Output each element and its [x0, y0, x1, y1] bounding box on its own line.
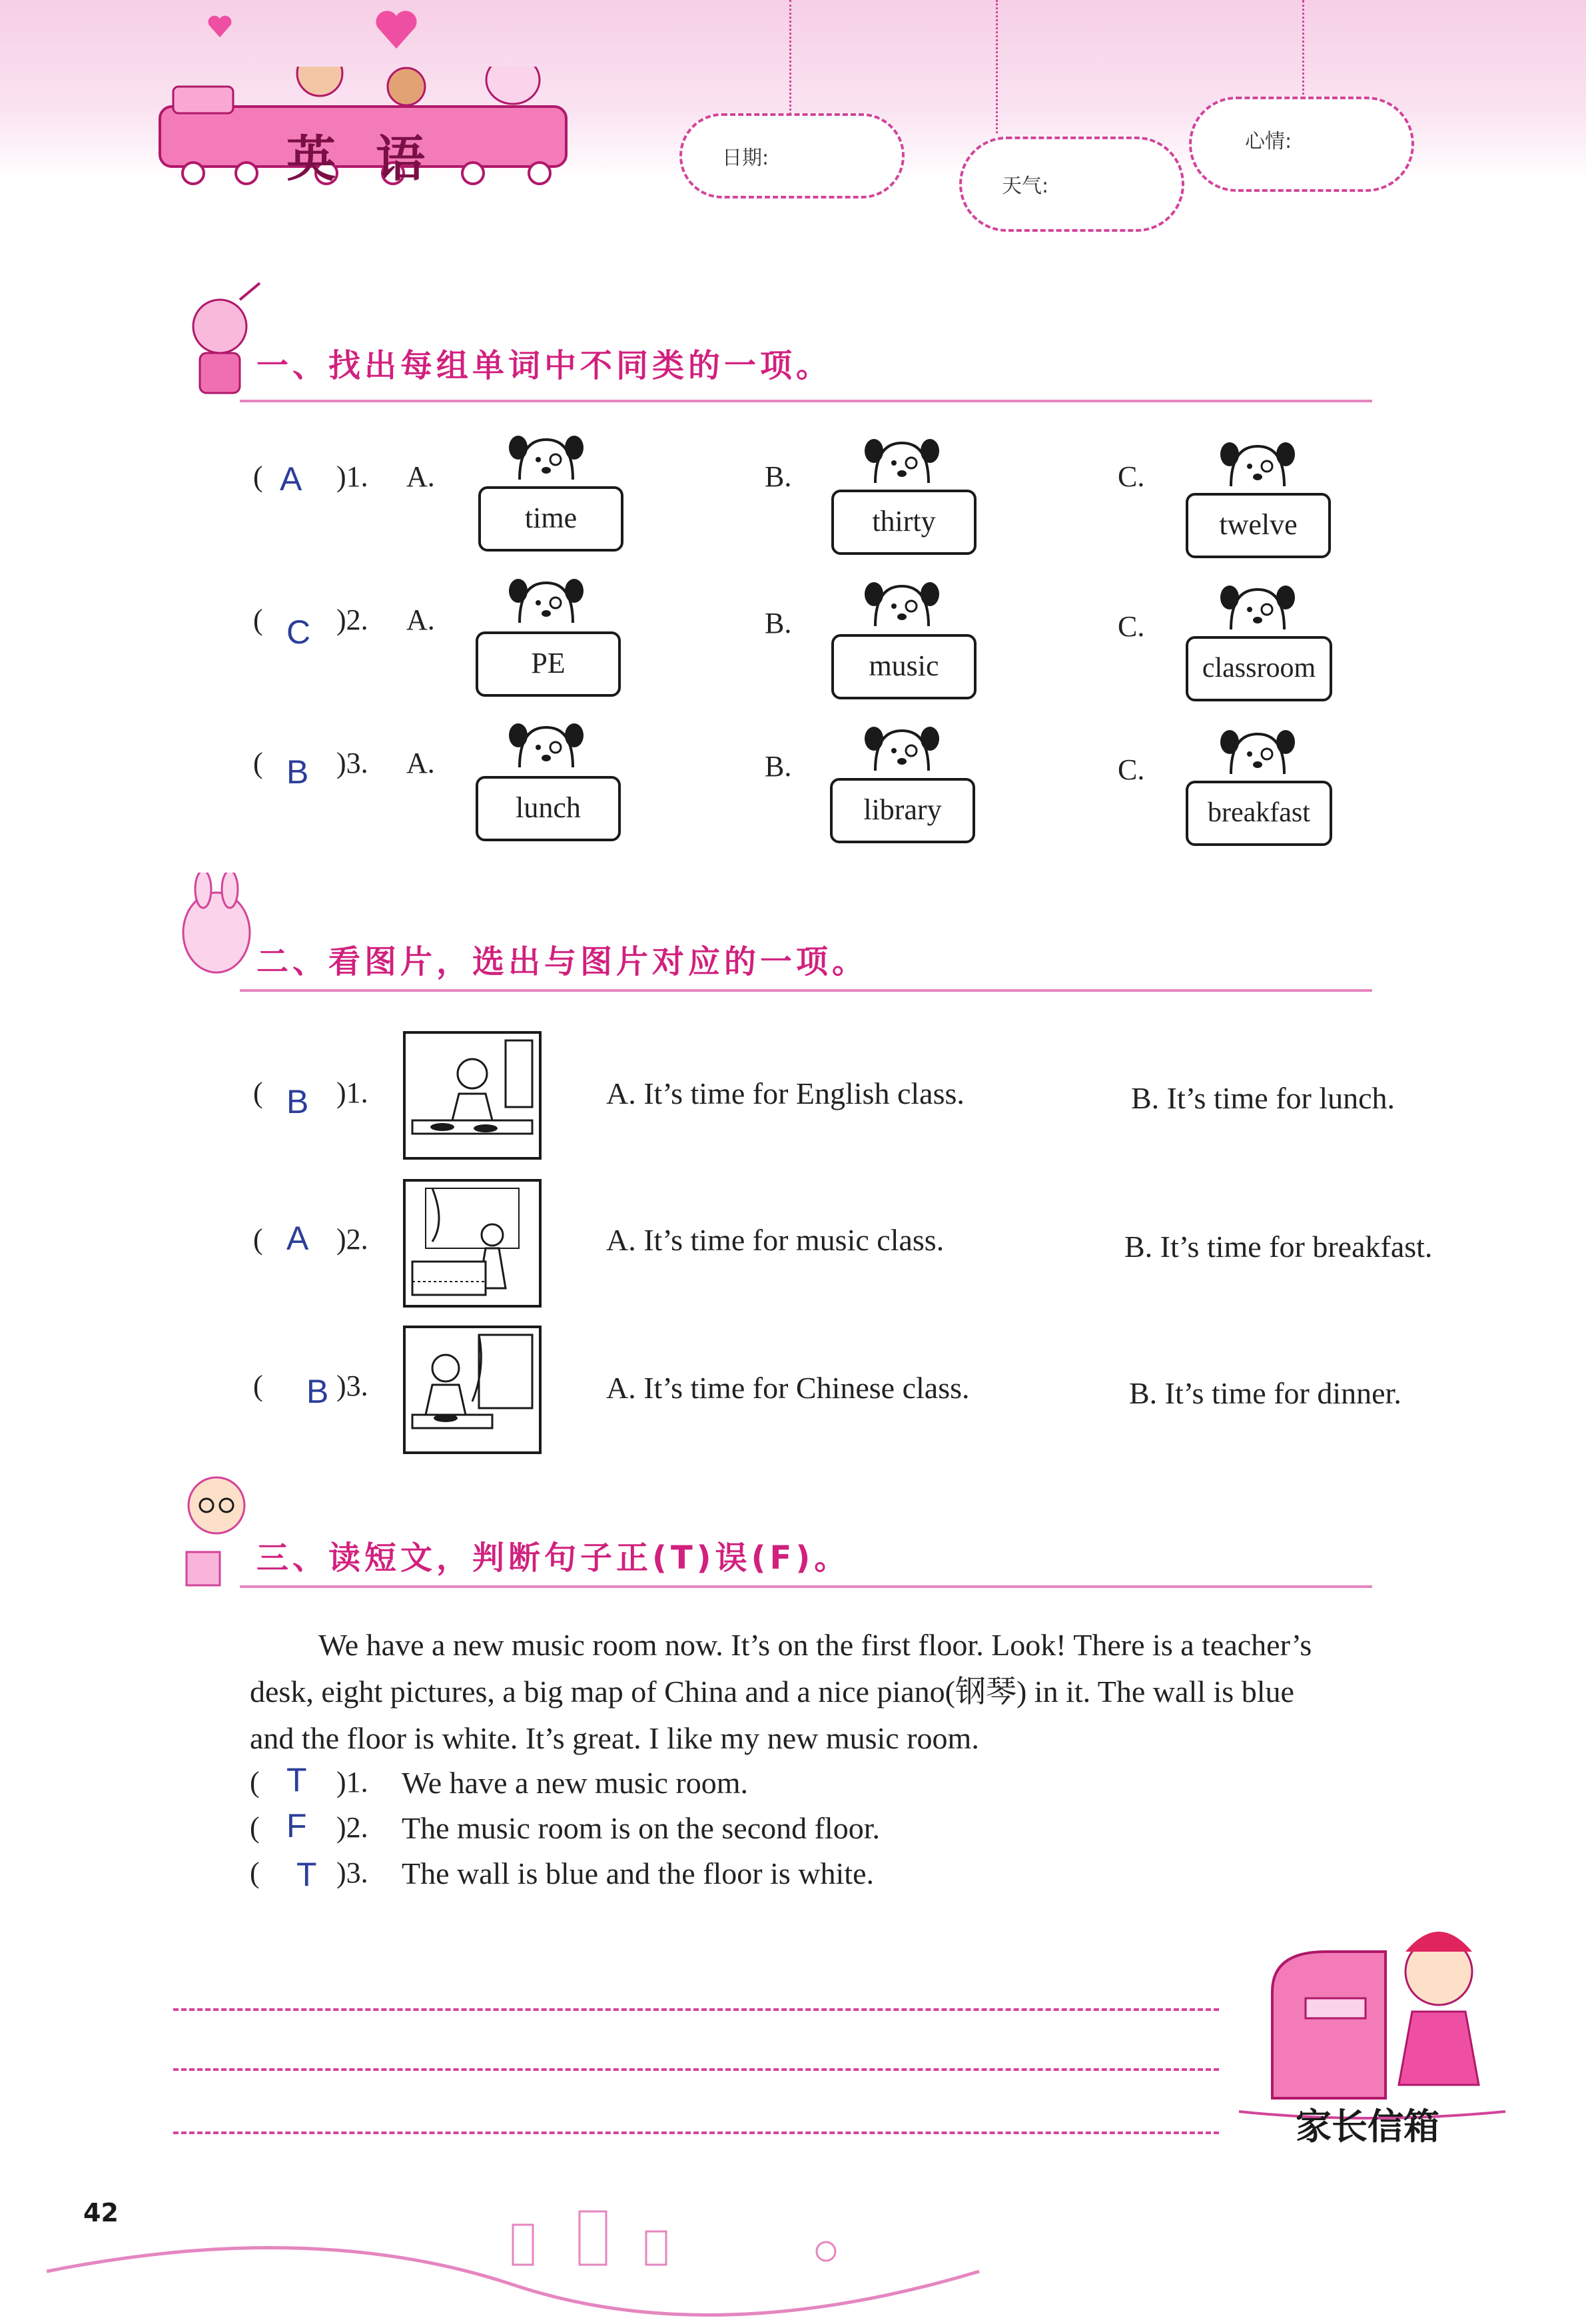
option-letter: C.: [1118, 753, 1145, 786]
paren-open: (: [253, 747, 263, 779]
answer-mark: C: [286, 613, 311, 651]
section-mascot-icon: [173, 280, 266, 400]
lunch-picture: [403, 1031, 542, 1160]
paren-open: (: [253, 1223, 263, 1256]
passage-line: desk, eight pictures, a big map of China and a nice piano(钢琴) in it. The wall is blue: [250, 1675, 1294, 1709]
option-b-sentence: B. It’s time for lunch.: [1131, 1081, 1395, 1115]
answer-mark: B: [306, 1373, 329, 1410]
option-a-sentence: A. It’s time for music class.: [606, 1223, 945, 1257]
statement: We have a new music room.: [402, 1766, 749, 1800]
hanging-string: [789, 0, 791, 123]
word-box: PE: [476, 631, 621, 697]
word-box: time: [478, 486, 623, 552]
section-mascot-icon: [173, 1465, 266, 1592]
date-cloud: [679, 113, 905, 198]
dog-head-icon: [862, 580, 942, 626]
word-box: music: [831, 634, 977, 699]
question-number: )3.: [336, 747, 368, 779]
hanging-string: [996, 0, 998, 133]
paren-open: (: [253, 1369, 263, 1402]
writing-line: [173, 2068, 1219, 2071]
question-number: )2.: [336, 1223, 368, 1256]
part3-title: 三、读短文，判断句子正(T)误(F)。: [256, 1539, 851, 1577]
part1-title: 一、找出每组单词中不同类的一项。: [256, 347, 833, 384]
paren-open: (: [253, 603, 263, 636]
option-b-sentence: B. It’s time for dinner.: [1129, 1376, 1401, 1410]
section-underline: [240, 400, 1372, 402]
option-letter: A.: [406, 747, 435, 779]
date-label: 日期:: [722, 147, 769, 170]
dog-head-icon: [1218, 727, 1298, 774]
question-number: )3.: [336, 1856, 368, 1889]
subject-char: 语: [376, 131, 465, 188]
weather-label: 天气:: [1002, 175, 1049, 198]
option-letter: B.: [765, 460, 792, 493]
word-box: thirty: [831, 490, 977, 555]
option-letter: B.: [765, 750, 792, 783]
mood-cloud: [1189, 97, 1414, 192]
dog-head-icon: [862, 436, 942, 483]
weather-cloud: [959, 137, 1184, 232]
option-a-sentence: A. It’s time for English class.: [606, 1076, 965, 1110]
statement: The wall is blue and the floor is white.: [402, 1856, 875, 1890]
option-letter: C.: [1118, 460, 1145, 493]
music-class-picture: [403, 1179, 542, 1308]
paren-open: (: [253, 1076, 263, 1109]
part2-title: 二、看图片，选出与图片对应的一项。: [256, 943, 869, 980]
passage-line: We have a new music room now. It’s on the first floor. Look! There is a teacher’s: [318, 1628, 1312, 1662]
question-number: )2.: [336, 603, 368, 636]
question-number: )1.: [336, 1766, 368, 1798]
paren-open: (: [250, 1811, 260, 1844]
dog-head-icon: [506, 576, 586, 623]
word-box: breakfast: [1186, 781, 1332, 846]
passage-line: and the floor is white. It’s great. I like my new music room.: [250, 1721, 979, 1755]
part1-question: [253, 460, 263, 494]
statement: The music room is on the second floor.: [402, 1811, 880, 1845]
answer-mark: A: [280, 460, 302, 498]
option-a-sentence: A. It’s time for Chinese class.: [606, 1371, 970, 1405]
section-underline: [240, 1585, 1372, 1588]
subject-title: [286, 120, 465, 191]
question-number: )1.: [336, 1076, 368, 1109]
mood-label: 心情:: [1245, 130, 1292, 153]
word-box: twelve: [1186, 493, 1331, 558]
paren-open: (: [250, 1856, 260, 1889]
dog-head-icon: [1218, 583, 1298, 629]
dog-head-icon: [506, 433, 586, 480]
dog-head-icon: [1218, 440, 1298, 486]
question-number: )3.: [336, 1369, 368, 1402]
answer-mark: B: [286, 1083, 309, 1120]
subject-char: 英: [286, 131, 376, 188]
question-number: )2.: [336, 1811, 368, 1844]
answer-mark: B: [286, 753, 309, 791]
hanging-string: [1302, 0, 1304, 100]
section-mascot-icon: [170, 873, 270, 986]
writing-line: [173, 2008, 1219, 2011]
footer-decoration: [47, 2138, 1586, 2321]
writing-line: [173, 2131, 1219, 2134]
dog-head-icon: [862, 724, 942, 771]
heart-balloon-icon: [373, 7, 420, 57]
option-letter: B.: [765, 607, 792, 639]
question-number: )1.: [336, 460, 368, 493]
word-box: lunch: [476, 776, 621, 841]
answer-mark: F: [286, 1807, 307, 1844]
answer-mark: T: [286, 1761, 307, 1798]
option-letter: C.: [1118, 610, 1145, 643]
answer-mark: A: [286, 1220, 309, 1257]
paren-open: (: [253, 460, 263, 493]
answer-mark: T: [296, 1856, 317, 1893]
word-box: library: [830, 778, 975, 843]
paren-open: (: [250, 1766, 260, 1798]
heart-balloon-icon: [206, 13, 226, 33]
word-box: classroom: [1186, 636, 1332, 701]
page-number: 42: [83, 2198, 119, 2227]
dinner-picture: [403, 1326, 542, 1454]
section-underline: [240, 989, 1372, 992]
option-b-sentence: B. It’s time for breakfast.: [1124, 1230, 1433, 1264]
option-letter: A.: [406, 603, 435, 636]
option-letter: A.: [406, 460, 435, 493]
parent-mailbox-label: 家长信箱: [1296, 2106, 1439, 2147]
dog-head-icon: [506, 721, 586, 767]
